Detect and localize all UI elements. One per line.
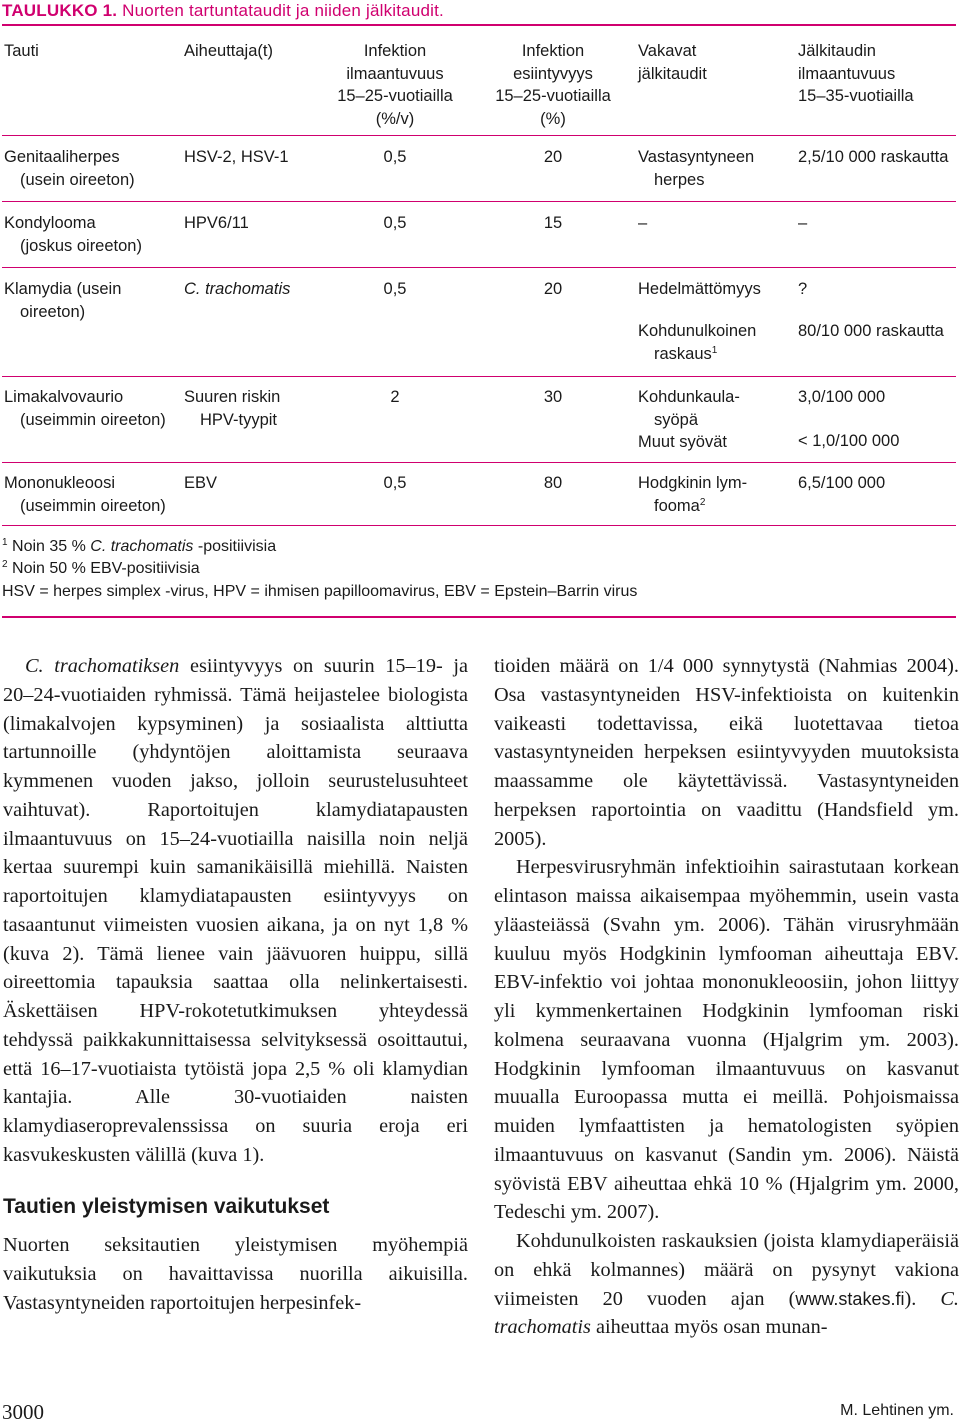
row2-incidence: 0,5 <box>383 214 407 232</box>
row2-sequela-incidence: – <box>798 214 808 232</box>
row1-agent: HSV-2, HSV-1 <box>184 148 289 166</box>
author-line: M. Lehtinen ym. <box>840 1402 954 1419</box>
row1-prevalence: 20 <box>543 148 563 166</box>
header-incidence: Infektion ilmaantuvuus 15–25-vuotiailla (%/v) <box>337 42 453 128</box>
table-top-rule <box>2 24 956 26</box>
row5-disease: Mononukleoosi (useimmin oireeton) <box>4 474 166 515</box>
table-label: TAULUKKO 1. <box>2 1 118 20</box>
header-prevalence: Infektion esiintyvyys 15–25-vuotiailla (%) <box>495 42 611 128</box>
paragraph: C. trachomatiksen esiintyvyys on suurin 15–19- ja 20–24-vuotiaiden ryhmissä. Tämä heijastelee biologista (limakalvojen kypsyminen) ja sosiaalista alttiutta tartunnoille (yhdyntöjen aloittamista seuraava kymmenen vuoden jakso, jolloin seurustelusuhteet vaihtuvat). Raportoitujen klamydiatapausten ilmaantuvuus on 15–24-vuotiailla naisilla noin neljä kertaa suurempi kuin samanikäisillä miehillä. Naisten raportoitujen klamydiatapausten esiintyvyys on tasaantunut viimeisten vuosien aikana, ja on nyt 1,8 % (kuva 2). Tämä lienee vain jäävuoren huippu, sillä oireettomia tapauksia saattaa olla nelinkertaisesti. Äskettäisen HPV-rokotetutkimuksen yhteydessä tehdyssä paikkakunnittaisessa selvityksessä osoittautui, että 16–17-vuotiaista tytöistä jopa 2,5 % oli klamydian kantajia. Alle 30-vuotiaiden naisten klamydiaseroprevalenssissa on suuria eroja eri kasvukeskusten välillä (kuva 1). <box>3 655 468 1166</box>
right-column <box>494 652 959 1342</box>
row3-prevalence: 20 <box>543 280 563 298</box>
row4-sequela-incidence-2: < 1,0/100 000 <box>798 432 900 450</box>
table-caption <box>2 0 444 23</box>
table <box>0 0 960 620</box>
header-sequelae: Vakavat jälkitaudit <box>638 42 707 83</box>
row-divider <box>2 376 956 377</box>
row5-incidence: 0,5 <box>383 474 407 492</box>
row3-sequela-incidence-1: ? <box>798 280 808 298</box>
row1-incidence: 0,5 <box>383 148 407 166</box>
row3-incidence: 0,5 <box>383 280 407 298</box>
row4-sequelae: Kohdunkaula- syöpä Muut syövät <box>638 388 740 451</box>
row-divider <box>2 267 956 268</box>
row-divider <box>2 462 956 463</box>
table-header-rule <box>2 135 956 136</box>
row4-prevalence: 30 <box>543 388 563 406</box>
row4-incidence: 2 <box>390 388 400 406</box>
paragraph: Nuorten seksitautien yleistymisen myöhempiä vaikutuksia on havaittavissa nuorilla aikuisilla. Vastasyntyneiden raportoitujen herpesinfek- <box>3 1234 468 1314</box>
row2-sequelae: – <box>638 214 648 232</box>
row4-disease: Limakalvovaurio (useimmin oireeton) <box>4 388 166 429</box>
table-title: Nuorten tartuntataudit ja niiden jälkitaudit. <box>122 1 444 20</box>
row5-agent: EBV <box>184 474 218 492</box>
header-disease: Tauti <box>4 42 39 60</box>
row4-sequela-incidence-1: 3,0/100 000 <box>798 388 886 406</box>
paragraph: tioiden määrä on 1/4 000 synnytystä (Nahmias 2004). Osa vastasyntyneiden HSV-infektioista on kuitenkin vaikeasti todettavissa, eikä luotettavaa tietoa vastasyntyneiden herpeksen esiintyvyyden muutoksista maassamme ole käytettävissä. Vastasyntyneiden herpeksen raportointia on vaadittu (Handsfield ym. 2005). <box>494 655 959 850</box>
row1-disease: Genitaaliherpes (usein oireeton) <box>4 148 135 189</box>
row3-agent: C. trachomatis <box>184 280 291 298</box>
footnote-ref-2: 2 <box>699 496 706 508</box>
row5-sequela-incidence: 6,5/100 000 <box>798 474 886 492</box>
row1-sequela-incidence: 2,5/10 000 raskautta <box>798 148 949 166</box>
row4-agent: Suuren riskin HPV-tyypit <box>184 388 281 429</box>
row2-agent: HPV6/11 <box>184 214 249 232</box>
paragraph: Kohdunulkoisten raskauksien (joista klamydiaperäisiä on ehkä kolmannes) määrä on pysynyt vakiona viimeisten 20 vuoden ajan (www.stakes.fi). C. trachomatis aiheuttaa myös osan munan- <box>494 1230 959 1339</box>
row3-sequelae-2: Kohdunulkoinen raskaus$^1$ <box>638 322 757 363</box>
row3-sequelae-1: Hedelmättömyys <box>638 280 761 298</box>
row2-prevalence: 15 <box>543 214 563 232</box>
left-column <box>3 652 468 1318</box>
row2-disease: Kondylooma (joskus oireeton) <box>4 214 142 255</box>
row-divider <box>2 201 956 202</box>
footnote-abbreviations: HSV = herpes simplex -virus, HPV = ihmisen papilloomavirus, EBV = Epstein–Barrin virus <box>2 583 638 600</box>
footnote-1: $^1$ Noin 35 % C. trachomatis -positiivisia <box>2 537 277 555</box>
row5-prevalence: 80 <box>543 474 563 492</box>
table-bottom-rule <box>2 525 956 526</box>
header-sequela-incidence: Jälkitaudin ilmaantuvuus 15–35-vuotiailla <box>798 42 914 105</box>
row3-disease: Klamydia (usein oireeton) <box>4 280 122 321</box>
stakes-link[interactable]: www.stakes.fi <box>795 1288 905 1309</box>
paragraph: Herpesvirusryhmän infektioihin sairastutaan korkean elintason maissa aikaisempaa myöhemmin, usein vasta yläasteiässä (Svahn ym. 2006). Tähän virusryhmään kuuluu myös Hodgkinin lymfooman aiheuttaja EBV. EBV-infektio voi johtaa mononukleoosiin, johon liittyy yli kymmenkertainen Hodgkinin lymfooman riski kolmena seuraavana vuonna (Hjalgrim ym. 2003). Hodgkinin lymfooman ilmaantuvuus on kasvanut muualla Euroopassa mutta ei meillä. Pohjoismaissa muiden lymfaattisten ja hematologisten syöpien ilmaantuvuus on kasvanut (Sandin ym. 2006). Näistä syövistä EBV aiheuttaa ehkä 10 % (Hjalgrim ym. 2000, Tedeschi ym. 2007). <box>494 856 959 1224</box>
page-number: 3000 <box>2 1400 44 1424</box>
footnote-2: $^2$ Noin 50 % EBV-positiivisia <box>2 559 200 577</box>
row1-sequelae: Vastasyntyneen herpes <box>638 148 755 189</box>
section-heading: Tautien yleistymisen vaikutukset <box>3 1194 330 1218</box>
footnote-ref-1: 1 <box>711 344 718 356</box>
row3-sequela-incidence-2: 80/10 000 raskautta <box>798 322 944 340</box>
table-end-rule <box>2 616 956 618</box>
row5-sequelae: Hodgkinin lym- fooma$^2$ <box>638 474 748 515</box>
header-agent: Aiheuttaja(t) <box>184 42 273 60</box>
